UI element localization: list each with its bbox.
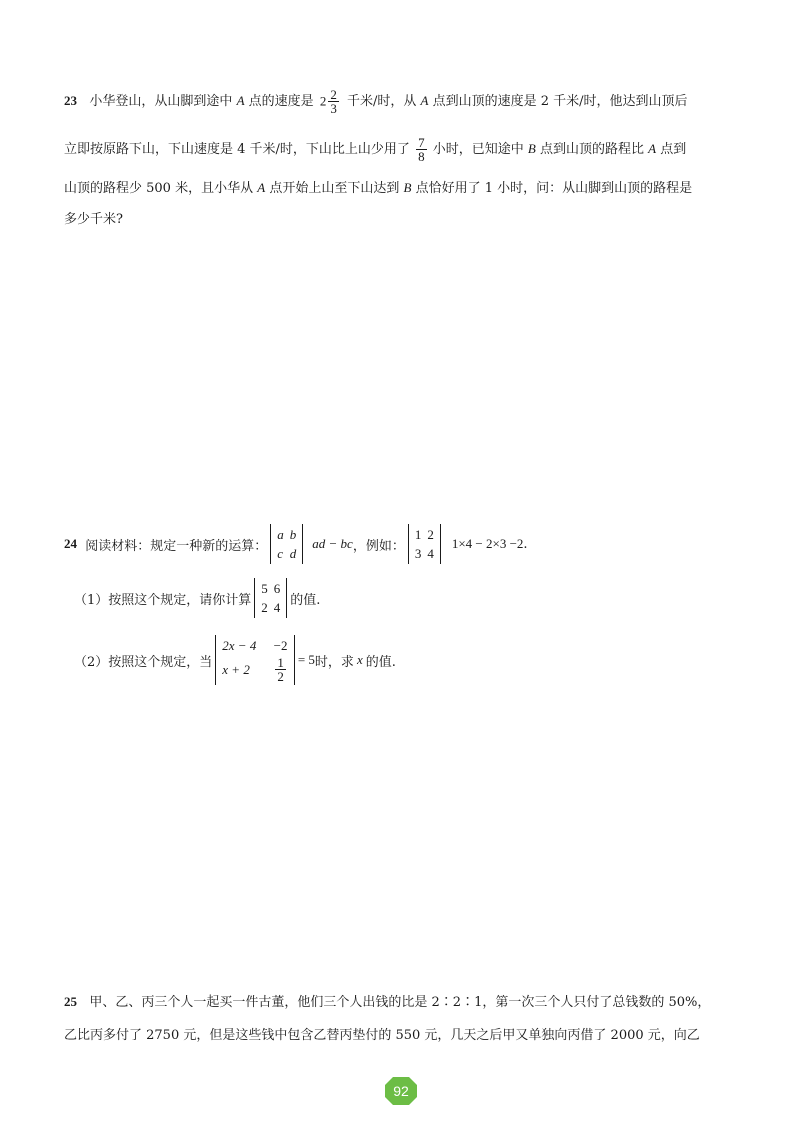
text: . <box>523 536 528 552</box>
equation-right: = 5 <box>297 652 315 667</box>
denominator: 2 <box>277 669 284 684</box>
entry: 2 <box>427 527 434 542</box>
point-label: A <box>236 93 245 108</box>
text: （2）按照这个规定，当 <box>74 654 213 670</box>
fraction <box>328 88 339 115</box>
problem-24-q1 <box>74 578 320 618</box>
text: 千米/时，从 <box>346 94 417 109</box>
entry: 5 <box>261 581 268 596</box>
text: 的值. <box>365 654 396 670</box>
whole-part: 2 <box>319 93 327 109</box>
definition-result: ad − bc <box>312 536 353 551</box>
entry: 2x − 4 <box>222 638 257 653</box>
problem-23-line-3 <box>64 176 692 200</box>
determinant-q1 <box>254 578 287 618</box>
numerator: 7 <box>418 135 425 150</box>
mixed-number-speed <box>320 88 341 115</box>
denominator: 3 <box>330 101 337 116</box>
text: 小时，已知途中 <box>432 142 524 157</box>
text: （1）按照这个规定，请你计算 <box>74 592 252 608</box>
text: 点到 <box>660 142 687 157</box>
entry: 3 <box>414 546 422 561</box>
problem-23-line-1 <box>64 87 688 116</box>
page-number: 92 <box>393 1083 409 1099</box>
text: ，例如： <box>352 538 405 554</box>
entry: d <box>289 546 297 561</box>
problem-23-line-2 <box>64 135 687 164</box>
text: 阅读材料：规定一种新的运算： <box>85 538 268 554</box>
text: 点到山顶的速度是 2 千米/时，他达到山顶后 <box>432 94 688 109</box>
text: 甲、乙、丙三个人一起买一件古董，他们三个人出钱的比是 2∶2∶1，第一次三个人只付了总钱数的 50%， <box>89 995 711 1010</box>
text: 时，求 <box>314 654 354 670</box>
entry: 1 <box>414 527 422 542</box>
point-label: B <box>403 180 412 195</box>
entry: 4 <box>273 600 281 615</box>
text: 小华登山，从山脚到途中 <box>89 94 233 109</box>
text: 山顶的路程少 500 米，且小华从 <box>64 181 254 196</box>
problem-number: 25 <box>64 994 77 1009</box>
text: 的值. <box>290 592 321 608</box>
text: 立即按原路下山，下山速度是 4 千米/时，下山比上山少用了 <box>64 142 410 157</box>
problem-25-line-1 <box>64 990 710 1014</box>
problem-25-line-2 <box>64 1024 700 1048</box>
text: 点恰好用了 1 小时，问：从山脚到山顶的路程是 <box>415 181 693 196</box>
point-label: A <box>648 141 657 156</box>
variable: x <box>356 652 363 667</box>
point-label: A <box>420 93 429 108</box>
point-label: B <box>527 141 536 156</box>
entry: c <box>277 546 284 561</box>
text: 点开始上山至下山达到 <box>269 181 400 196</box>
numerator: 1 <box>277 655 284 670</box>
text: 乙比丙多付了 2750 元，但是这些钱中包含乙替丙垫付的 550 元，几天之后甲又单独向丙借了 2000 元，向乙 <box>64 1028 700 1043</box>
page-number-badge <box>384 1076 418 1106</box>
text: 点的速度是 <box>248 94 314 109</box>
problem-number: 24 <box>64 536 77 551</box>
determinant-q2 <box>215 635 295 685</box>
text: 点到山顶的路程比 <box>539 142 644 157</box>
problem-23-line-4 <box>64 208 123 232</box>
entry: 4 <box>427 546 434 561</box>
point-label: A <box>257 180 266 195</box>
entry: b <box>289 527 297 542</box>
example-result: 1×4 − 2×3 −2 <box>451 536 524 551</box>
entry: 6 <box>273 581 281 596</box>
determinant-example <box>408 524 441 564</box>
problem-24-q2 <box>74 632 396 688</box>
problem-24-line-1 <box>64 524 528 564</box>
entry: 2 <box>261 600 268 615</box>
denominator: 8 <box>418 149 425 164</box>
text: 多少千米? <box>64 212 123 227</box>
entry: a <box>277 527 284 542</box>
entry: −2 <box>273 638 288 653</box>
determinant-definition <box>270 524 303 564</box>
entry: x + 2 <box>222 662 250 677</box>
fraction-time <box>416 136 427 163</box>
fraction-entry <box>275 656 286 683</box>
problem-number: 23 <box>64 93 77 108</box>
numerator: 2 <box>330 87 337 102</box>
